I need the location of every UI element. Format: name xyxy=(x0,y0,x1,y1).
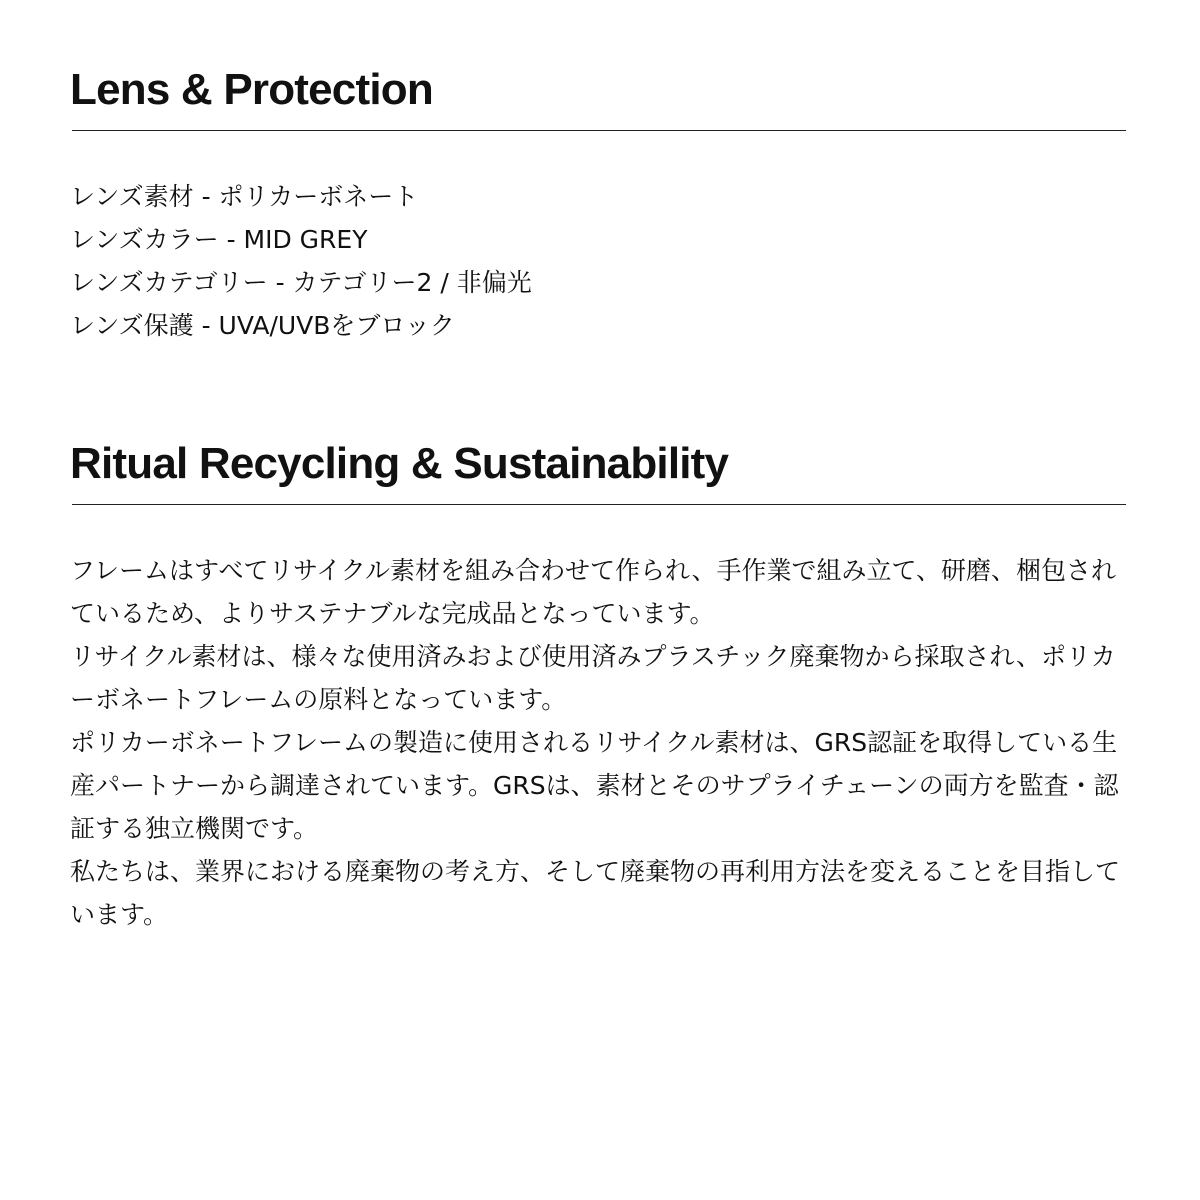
spec-lens-protection: レンズ保護 - UVA/UVBをブロック xyxy=(70,311,455,340)
lens-protection-section xyxy=(70,62,1126,347)
ritual-section-divider xyxy=(72,504,1126,505)
paragraph-recycled-source: リサイクル素材は、様々な使用済みおよび使用済みプラスチック廃棄物から採取され、ポリカーボネートフレームの原料となっています。 xyxy=(70,642,1116,714)
lens-spec-list xyxy=(70,175,1126,347)
paragraph-frame-materials: フレームはすべてリサイクル素材を組み合わせて作られ、手作業で組み立て、研磨、梱包されているため、よりサステナブルな完成品となっています。 xyxy=(70,556,1117,628)
lens-protection-heading: Lens & Protection xyxy=(70,65,433,114)
sustainability-body xyxy=(70,549,1126,936)
spec-lens-material: レンズ素材 - ポリカーボネート xyxy=(70,182,419,211)
spec-lens-category: レンズカテゴリー - カテゴリー2 / 非偏光 xyxy=(70,268,532,297)
ritual-recycling-heading: Ritual Recycling & Sustainability xyxy=(70,439,729,488)
paragraph-grs-certification: ポリカーボネートフレームの製造に使用されるリサイクル素材は、GRS認証を取得している生産パートナーから調達されています。GRSは、素材とそのサプライチェーンの両方を監査・認証する独立機関です。 xyxy=(70,728,1119,843)
paragraph-mission: 私たちは、業界における廃棄物の考え方、そして廃棄物の再利用方法を変えることを目指しています。 xyxy=(70,857,1121,929)
spec-lens-color: レンズカラー - MID GREY xyxy=(70,225,368,254)
ritual-recycling-section xyxy=(70,436,1126,936)
lens-section-divider xyxy=(72,130,1126,131)
